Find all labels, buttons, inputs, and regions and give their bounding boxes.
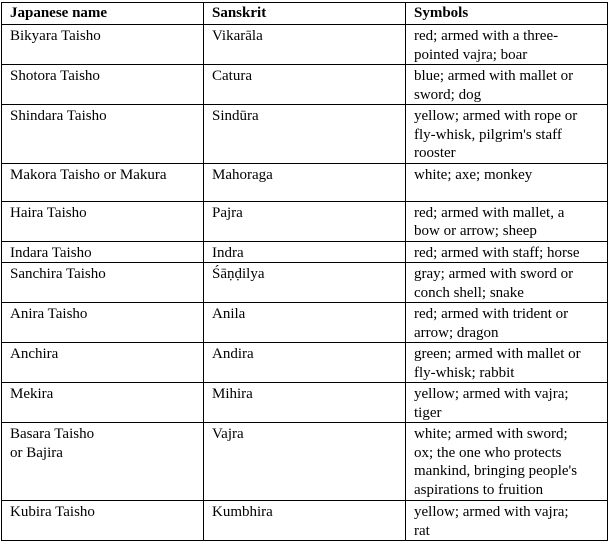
cell-text: Indara Taisho [10, 244, 92, 261]
cell-text: red; armed with staff; horse [414, 244, 580, 261]
table-row [2, 163, 608, 201]
table-row [2, 263, 608, 303]
cell-text: Sanchira Taisho [10, 266, 106, 282]
cell-text: yellow; armed with vajra; rat [414, 504, 569, 539]
cell-japanese-name [2, 263, 204, 303]
cell-text: Catura [212, 68, 252, 84]
table-row [2, 303, 608, 343]
cell-sanskrit [204, 383, 406, 423]
cell-symbols [406, 201, 608, 241]
cell-sanskrit [204, 241, 406, 263]
cell-text: red; armed with a three- pointed vajra; boar [414, 28, 559, 63]
cell-sanskrit [204, 201, 406, 241]
cell-symbols [406, 241, 608, 263]
cell-symbols [406, 501, 608, 541]
cell-japanese-name [2, 201, 204, 241]
cell-symbols [406, 263, 608, 303]
cell-text: Anira Taisho [10, 306, 88, 322]
cell-symbols [406, 25, 608, 65]
cell-text: Sindūra [212, 108, 259, 124]
cell-symbols [406, 423, 608, 501]
cell-sanskrit [204, 25, 406, 65]
cell-text: Anila [212, 306, 246, 322]
cell-sanskrit [204, 343, 406, 383]
table-row [2, 65, 608, 105]
cell-symbols [406, 303, 608, 343]
table-row [2, 423, 608, 501]
cell-text: Kubira Taisho [10, 504, 95, 520]
cell-text: Vajra [212, 426, 244, 442]
cell-sanskrit [204, 423, 406, 501]
cell-text: Makora Taisho or Makura [10, 166, 167, 183]
cell-text: Shotora Taisho [10, 68, 100, 84]
generals-table [1, 2, 608, 541]
cell-japanese-name [2, 163, 204, 201]
cell-symbols [406, 65, 608, 105]
cell-japanese-name [2, 105, 204, 164]
table-row [2, 383, 608, 423]
cell-sanskrit [204, 163, 406, 201]
cell-symbols [406, 163, 608, 201]
cell-text: Basara Taisho or Bajira [10, 426, 95, 461]
header-sanskrit: Sanskrit [204, 3, 406, 25]
cell-text: red; armed with trident or arrow; dragon [414, 306, 569, 341]
cell-text: green; armed with mallet or fly-whisk; rabbit [414, 346, 581, 381]
cell-text: Śāṇḍilya [212, 266, 265, 282]
cell-text: red; armed with mallet, a bow or arrow; sheep [414, 204, 565, 239]
cell-sanskrit [204, 303, 406, 343]
cell-japanese-name [2, 501, 204, 541]
cell-text: gray; armed with sword or conch shell; snake [414, 266, 574, 301]
cell-text: Andira [212, 346, 254, 362]
cell-japanese-name [2, 383, 204, 423]
cell-text: Kumbhira [212, 504, 273, 520]
cell-symbols [406, 383, 608, 423]
cell-sanskrit [204, 263, 406, 303]
cell-text: Indra [212, 244, 244, 261]
cell-text: blue; armed with mallet or sword; dog [414, 68, 574, 103]
cell-text: Mahoraga [212, 166, 273, 183]
table-row [2, 501, 608, 541]
table-row [2, 25, 608, 65]
cell-text: yellow; armed with vajra; tiger [414, 386, 569, 421]
cell-text: yellow; armed with rope or fly-whisk, pilgrim's staff rooster [414, 108, 578, 161]
cell-japanese-name [2, 303, 204, 343]
table-row [2, 343, 608, 383]
cell-japanese-name [2, 65, 204, 105]
cell-symbols [406, 343, 608, 383]
cell-japanese-name [2, 423, 204, 501]
cell-japanese-name [2, 343, 204, 383]
cell-text: Pajra [212, 204, 243, 221]
cell-text: Mihira [212, 386, 253, 402]
cell-japanese-name [2, 25, 204, 65]
cell-text: Haira Taisho [10, 204, 87, 221]
table-row [2, 201, 608, 241]
cell-text: Anchira [10, 346, 59, 362]
cell-text: Shindara Taisho [10, 108, 107, 124]
cell-symbols [406, 105, 608, 164]
cell-text: white; armed with sword; ox; the one who protects mankind, bringing people's aspirations to fruition [414, 426, 578, 498]
cell-text: Vikarāla [212, 28, 263, 44]
table-row [2, 241, 608, 263]
table-row [2, 105, 608, 164]
header-row [2, 3, 608, 25]
cell-sanskrit [204, 501, 406, 541]
cell-japanese-name [2, 241, 204, 263]
cell-text: Mekira [10, 386, 54, 402]
header-symbols: Symbols [406, 3, 608, 25]
cell-sanskrit [204, 105, 406, 164]
header-japanese-name: Japanese name [2, 3, 204, 25]
cell-sanskrit [204, 65, 406, 105]
cell-text: white; axe; monkey [414, 166, 533, 183]
cell-text: Bikyara Taisho [10, 28, 101, 44]
